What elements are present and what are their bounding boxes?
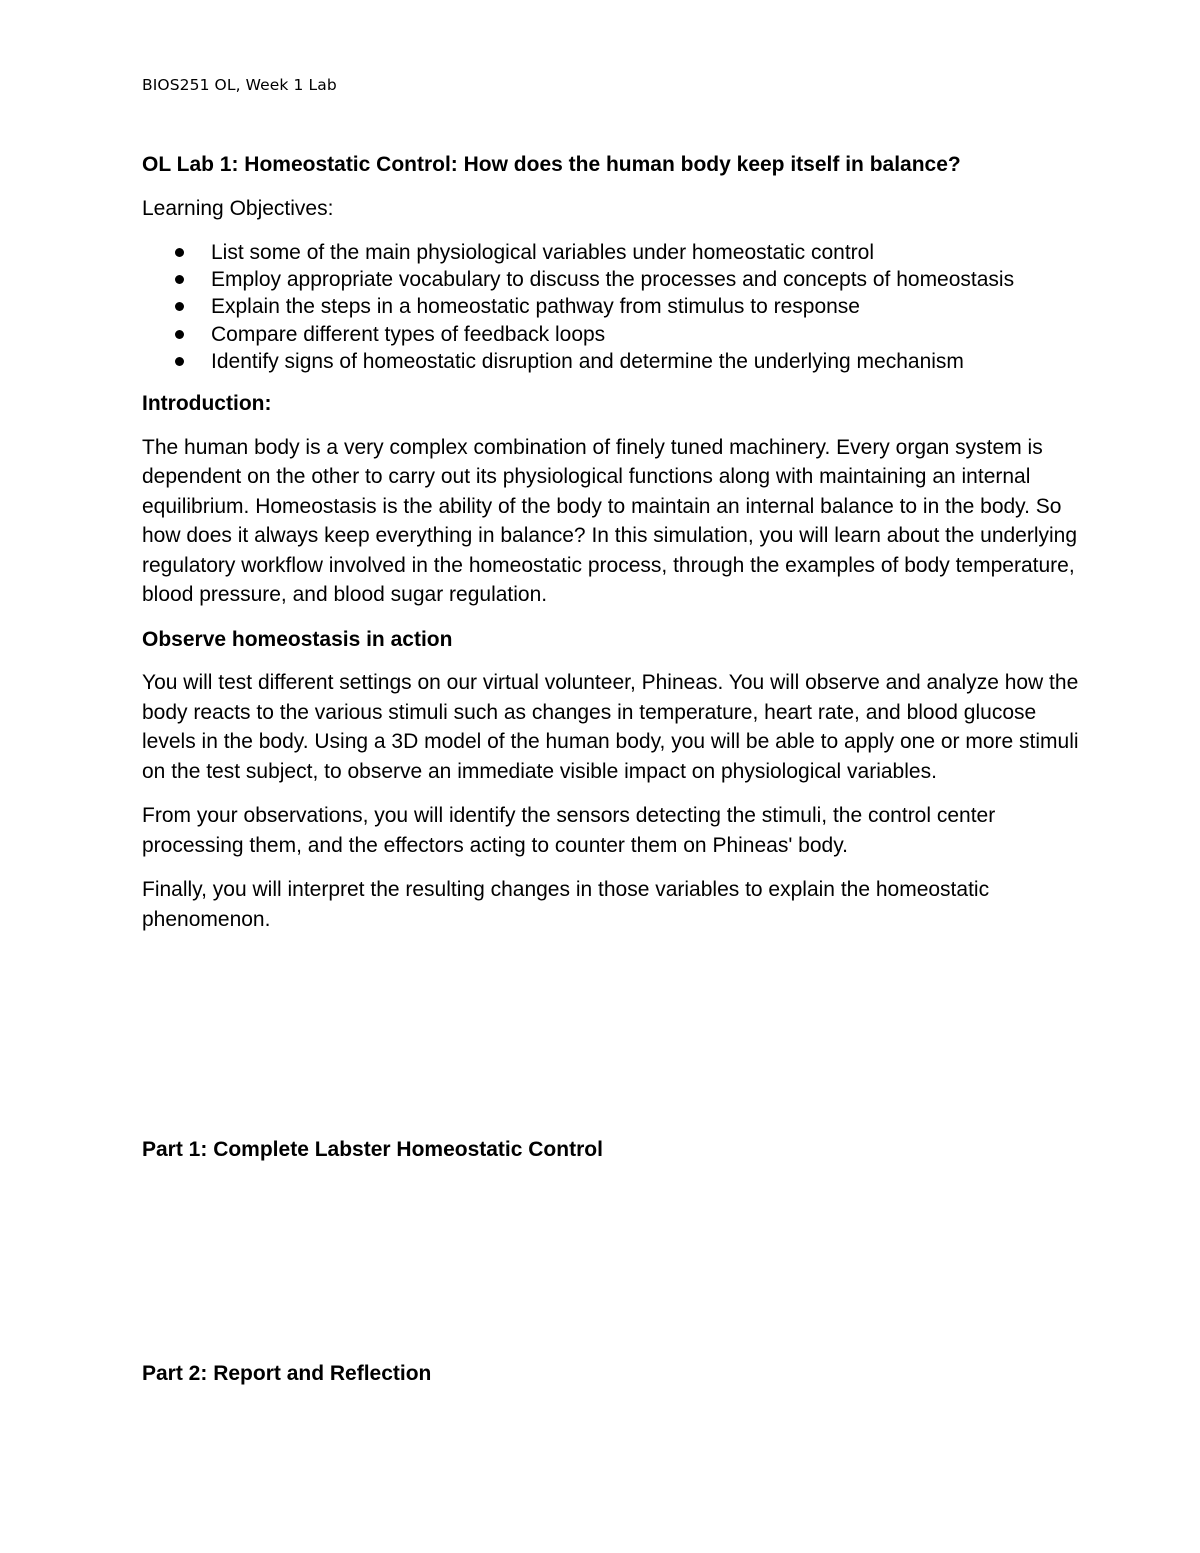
bullet-icon (175, 275, 184, 284)
bullet-icon (175, 248, 184, 257)
introduction-heading: Introduction: (142, 392, 272, 416)
document-title: OL Lab 1: Homeostatic Control: How does the human body keep itself in balance? (142, 153, 961, 176)
learning-objectives-label: Learning Objectives: (142, 196, 334, 220)
introduction-paragraph: The human body is a very complex combination of finely tuned machinery. Every organ system is dependent on the other to carry out its physiological functions along with maintaining an internal equilibrium. Homeostasis is the ability of the body to maintain an internal balance to in the body. So how does it always keep everything in balance? In this simulation, you will learn about the underlying regulatory workflow involved in the homeostatic process, through the examples of body temperature, blood pressure, and blood sugar regulation. (142, 435, 1078, 607)
list-item (142, 321, 1082, 348)
objectives-list (142, 239, 1082, 375)
objective-text: Identify signs of homeostatic disruption and determine the underlying mechanism (211, 349, 964, 373)
observe-paragraph-2: From your observations, you will identify the sensors detecting the stimuli, the control center processing them, and the effectors acting to counter them on Phineas' body. (142, 804, 996, 857)
bullet-icon (175, 357, 184, 366)
list-item (142, 239, 1082, 266)
objective-text: List some of the main physiological variables under homeostatic control (211, 241, 875, 264)
page-header: BIOS251 OL, Week 1 Lab (142, 76, 337, 94)
observe-heading: Observe homeostasis in action (142, 627, 453, 651)
list-item (142, 266, 1082, 293)
list-item (142, 348, 1082, 375)
objective-text: Compare different types of feedback loops (211, 322, 606, 346)
bullet-icon (175, 302, 184, 311)
objective-text: Employ appropriate vocabulary to discuss the processes and concepts of homeostasis (211, 268, 1015, 292)
document-body (142, 150, 1082, 949)
objective-text: Explain the steps in a homeostatic pathway from stimulus to response (211, 295, 860, 319)
observe-paragraph-3: Finally, you will interpret the resulting changes in those variables to explain the homeostatic phenomenon. (142, 878, 990, 931)
bullet-icon (175, 330, 184, 339)
part2-heading: Part 2: Report and Reflection (142, 1362, 432, 1385)
observe-paragraph-1: You will test different settings on our virtual volunteer, Phineas. You will observe and analyze how the body reacts to the various stimuli such as changes in temperature, heart rate, and blood glucose levels in the body. Using a 3D model of the human body, you will be able to apply one or more stimuli on the test subject, to observe an immediate visible impact on physiological variables. (142, 671, 1079, 783)
part1-heading: Part 1: Complete Labster Homeostatic Control (142, 1138, 603, 1161)
list-item (142, 293, 1082, 320)
